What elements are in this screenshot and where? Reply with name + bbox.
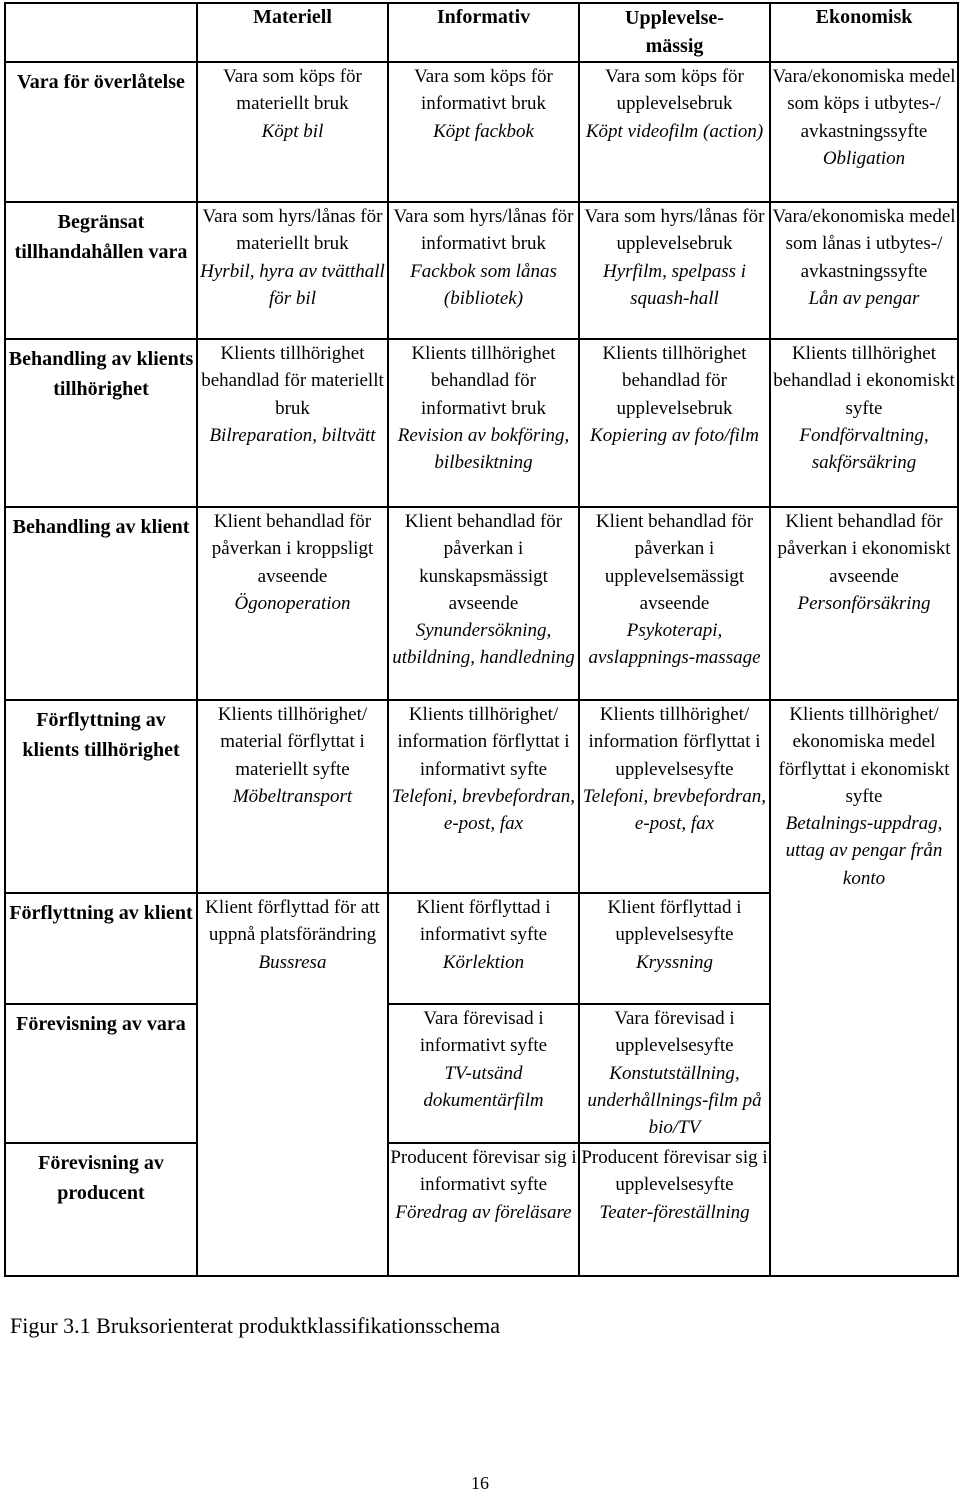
table-cell <box>388 202 579 339</box>
cell-example: Betalnings-uppdrag, uttag av pengar från konto <box>785 813 943 889</box>
cell-example: Bilreparation, biltvätt <box>209 424 376 446</box>
cell-description: Klient förflyttad i upplevelsesyfte <box>607 897 742 946</box>
table-cell <box>197 700 388 893</box>
table-cell <box>197 893 388 1276</box>
cell-description: Klient behandlad för påverkan i ekonomiskt avseende <box>777 511 951 587</box>
cell-description: Klient behandlad för påverkan i kroppsligt avseende <box>211 511 374 587</box>
row-vara-for-overlatelse <box>5 62 958 202</box>
table-cell <box>770 339 958 507</box>
cell-example: Bussresa <box>258 951 327 973</box>
cell-example: Revision av bokföring, bilbesiktning <box>397 424 570 474</box>
row-behandling-av-klient <box>5 507 958 700</box>
table-cell <box>770 62 958 202</box>
cell-description: Klient förflyttad för att uppnå platsförändring <box>205 897 380 946</box>
table-cell <box>197 62 388 202</box>
product-classification-table <box>4 2 959 1277</box>
cell-example: Köpt fackbok <box>433 120 534 142</box>
page-number: 16 <box>471 1473 489 1493</box>
cell-example: Köpt videofilm (action) <box>585 120 764 142</box>
cell-description: Vara/ekonomiska medel som köps i utbytes-/ avkastningssyfte <box>772 66 956 142</box>
cell-example: Konstutställning, underhållnings-film på bio/TV <box>587 1062 762 1139</box>
row-label: Begränsat tillhandahållen vara <box>5 202 197 339</box>
table-cell <box>579 893 770 1004</box>
cell-description: Vara som hyrs/lånas för materiellt bruk <box>202 206 383 255</box>
cell-example: Köpt bil <box>261 120 324 142</box>
cell-example: TV-utsänd dokumentärfilm <box>423 1062 544 1111</box>
cell-description: Vara som hyrs/lånas för informativt bruk <box>393 206 574 255</box>
table-cell <box>388 62 579 202</box>
cell-description: Vara som köps för upplevelsebruk <box>605 66 744 115</box>
cell-description: Vara som köps för informativt bruk <box>414 66 553 115</box>
table-cell <box>579 507 770 700</box>
table-cell <box>770 507 958 700</box>
cell-example: Obligation <box>822 147 906 169</box>
cell-description: Vara förevisad i informativt syfte <box>419 1008 548 1057</box>
col-header-materiell: Materiell <box>197 3 388 62</box>
table-cell <box>579 62 770 202</box>
cell-example: Hyrbil, hyra av tvätthall för bil <box>200 260 385 309</box>
col-header-ekonomisk: Ekonomisk <box>770 3 958 62</box>
cell-example: Föredrag av föreläsare <box>395 1201 572 1223</box>
cell-description: Producent förevisar sig i upplevelsesyfte <box>581 1147 768 1196</box>
cell-description: Vara som köps för materiellt bruk <box>223 66 362 115</box>
col-header-upplevelsemassig: Upplevelse- mässig <box>579 3 770 62</box>
cell-example: Möbeltransport <box>232 785 353 807</box>
cell-example: Fondförvaltning, sakförsäkring <box>799 424 929 474</box>
cell-example: Kryssning <box>635 951 714 973</box>
corner-cell <box>5 3 197 62</box>
cell-example: Psykoterapi, avslappnings-massage <box>588 620 761 669</box>
cell-description: Vara förevisad i upplevelsesyfte <box>614 1008 735 1057</box>
cell-description: Klients tillhörighet/ ekonomiska medel förflyttat i ekonomiskt syfte <box>778 704 950 807</box>
table-cell <box>579 339 770 507</box>
table-cell <box>197 202 388 339</box>
cell-example: Lån av pengar <box>808 287 920 309</box>
header-row <box>5 3 958 62</box>
table-cell <box>770 202 958 339</box>
cell-example: Fackbok som lånas (bibliotek) <box>410 260 557 309</box>
row-label: Förevisning av producent <box>5 1143 197 1276</box>
row-label: Förflyttning av klient <box>5 893 197 1004</box>
table-cell <box>388 700 579 893</box>
table-cell <box>579 1143 770 1276</box>
cell-example: Körlektion <box>442 951 525 973</box>
table-cell <box>388 893 579 1004</box>
col-header-informativ: Informativ <box>388 3 579 62</box>
cell-description: Klients tillhörighet/ material förflyttat i materiellt syfte <box>217 704 368 780</box>
cell-description: Vara som hyrs/lånas för upplevelsebruk <box>584 206 765 255</box>
cell-example: Teater-föreställning <box>599 1201 750 1223</box>
cell-description: Klients tillhörighet behandlad för materiellt bruk <box>201 343 384 419</box>
cell-description: Klients tillhörighet behandlad i ekonomiskt syfte <box>773 343 955 419</box>
row-behandling-av-klients-tillhorighet <box>5 339 958 507</box>
cell-example: Synundersökning, utbildning, handledning <box>392 620 575 669</box>
cell-example: Hyrfilm, spelpass i squash-hall <box>602 260 747 309</box>
cell-description: Klients tillhörighet behandlad för upplevelsebruk <box>602 343 747 419</box>
figure-caption: Figur 3.1 Bruksorienterat produktklassifikationsschema <box>10 1313 501 1338</box>
table-cell <box>770 700 958 1276</box>
table-cell <box>197 507 388 700</box>
table-cell <box>388 1004 579 1143</box>
table-cell <box>579 202 770 339</box>
cell-example: Telefoni, brevbefordran, e-post, fax <box>582 785 767 835</box>
cell-description: Klients tillhörighet behandlad för informativt bruk <box>411 343 556 419</box>
table-cell <box>579 1004 770 1143</box>
cell-description: Klient behandlad för påverkan i upplevelsemässigt avseende <box>595 511 754 614</box>
table-cell <box>388 507 579 700</box>
table-cell <box>388 1143 579 1276</box>
cell-description: Producent förevisar sig i informativt syfte <box>390 1147 577 1196</box>
row-forflyttning-av-klients-tillhorighet <box>5 700 958 893</box>
row-label: Förevisning av vara <box>5 1004 197 1143</box>
cell-description: Klients tillhörighet/ information förflyttat i informativt syfte <box>397 704 570 780</box>
row-begransat-tillhandahallen-vara <box>5 202 958 339</box>
cell-description: Vara/ekonomiska medel som lånas i utbytes-/ avkastningssyfte <box>772 206 956 282</box>
row-label: Behandling av klient <box>5 507 197 700</box>
row-label: Vara för överlåtelse <box>5 62 197 202</box>
table-cell <box>388 339 579 507</box>
cell-example: Kopiering av foto/film <box>590 424 759 446</box>
cell-example: Personförsäkring <box>797 592 931 614</box>
table-cell <box>579 700 770 893</box>
cell-description: Klient förflyttad i informativt syfte <box>416 897 551 946</box>
row-label: Förflyttning av klients tillhörighet <box>5 700 197 893</box>
cell-description: Klients tillhörighet/ information förflyttat i upplevelsesyfte <box>588 704 761 780</box>
cell-description: Klient behandlad för påverkan i kunskapsmässigt avseende <box>404 511 563 614</box>
row-label: Behandling av klients tillhörighet <box>5 339 197 507</box>
cell-example: Ögonoperation <box>234 592 351 614</box>
cell-example: Telefoni, brevbefordran, e-post, fax <box>391 785 576 835</box>
table-cell <box>197 339 388 507</box>
